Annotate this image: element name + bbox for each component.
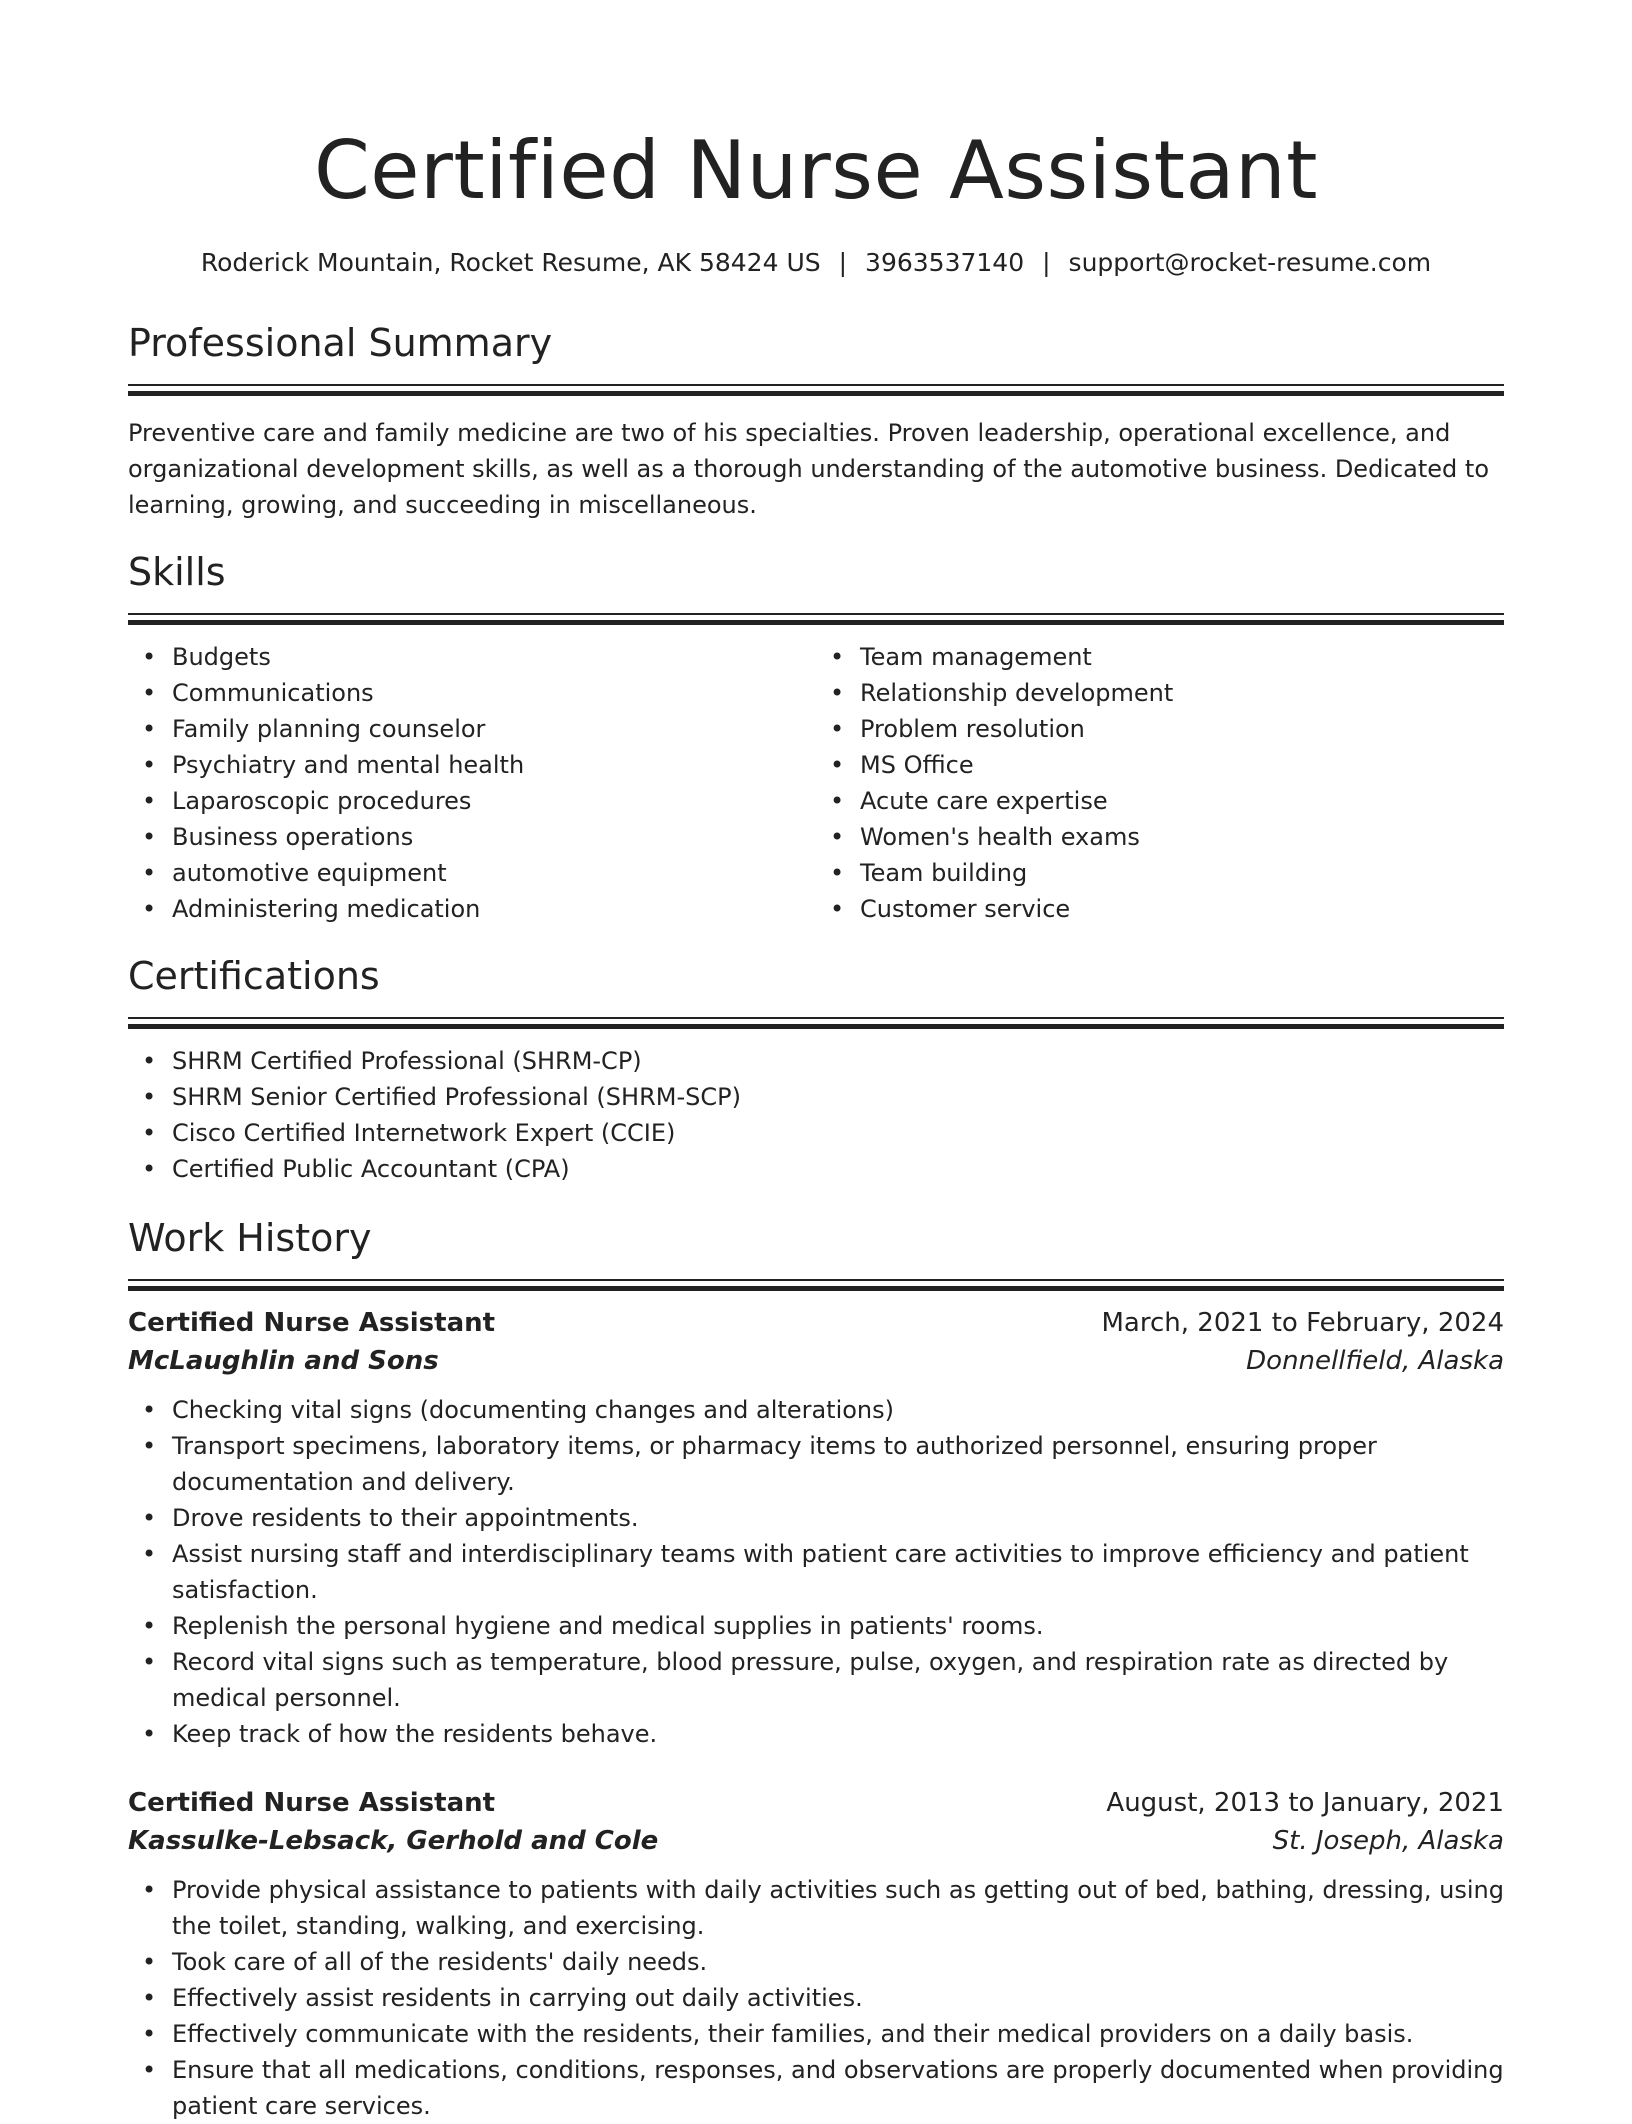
skill-item: • Team building xyxy=(860,855,1504,891)
skill-item: • Problem resolution xyxy=(860,711,1504,747)
skill-item: • Acute care expertise xyxy=(860,783,1504,819)
skill-item: • MS Office xyxy=(860,747,1504,783)
skill-item: • automotive equipment xyxy=(172,855,816,891)
contact-email[interactable]: support@rocket-resume.com xyxy=(1068,248,1432,277)
summary-text: Preventive care and family medicine are two of his specialties. Proven leadership, operational excellence, and organizational development skills, as well as a thorough understanding of the automotive business. Dedicated to learning, growing, and succeeding in miscellaneous. xyxy=(128,419,1490,519)
job-header xyxy=(128,1784,1504,1822)
job-bullet: • Effectively communicate with the residents, their families, and their medical providers on a daily basis. xyxy=(172,2016,1504,2052)
job-bullet: • Effectively assist residents in carrying out daily activities. xyxy=(172,1980,1504,2016)
resume-name: Certified Nurse Assistant xyxy=(313,124,1319,217)
job-entry xyxy=(128,1304,1504,1752)
job-location: St. Joseph, Alaska xyxy=(1272,1826,1504,1856)
job-title: Certified Nurse Assistant xyxy=(128,1308,496,1338)
job-dates: March, 2021 to February, 2024 xyxy=(1101,1308,1504,1338)
certifications-section xyxy=(128,951,1504,1187)
section-divider xyxy=(128,384,1504,395)
job-bullet: • Replenish the personal hygiene and medical supplies in patients' rooms. xyxy=(172,1608,1504,1644)
skills-list-right xyxy=(816,639,1504,927)
contact-phone: 3963537140 xyxy=(865,248,1025,277)
section-title-skills: Skills xyxy=(128,550,226,594)
job-title: Certified Nurse Assistant xyxy=(128,1788,496,1818)
job-bullet: • Transport specimens, laboratory items, or pharmacy items to authorized personnel, ensuring proper documentation and delivery. xyxy=(172,1428,1504,1500)
job-subheader xyxy=(128,1342,1504,1380)
section-title-certifications: Certifications xyxy=(128,954,380,998)
skill-item: • Family planning counselor xyxy=(172,711,816,747)
skill-item: • Laparoscopic procedures xyxy=(172,783,816,819)
job-company: Kassulke-Lebsack, Gerhold and Cole xyxy=(128,1826,659,1856)
contact-address: Roderick Mountain, Rocket Resume, AK 58424 US xyxy=(200,248,821,277)
certification-item: • Cisco Certified Internetwork Expert (CCIE) xyxy=(172,1115,1504,1151)
skill-item: • Women's health exams xyxy=(860,819,1504,855)
skills-columns xyxy=(128,639,1504,927)
section-divider xyxy=(128,1017,1504,1028)
work-history-section xyxy=(128,1213,1504,2124)
skills-list-left xyxy=(128,639,816,927)
summary-section xyxy=(128,318,1504,523)
skill-item: • Psychiatry and mental health xyxy=(172,747,816,783)
certification-item: • SHRM Senior Certified Professional (SHRM-SCP) xyxy=(172,1079,1504,1115)
skill-item: • Customer service xyxy=(860,891,1504,927)
section-divider xyxy=(128,1279,1504,1290)
job-bullet: • Keep track of how the residents behave. xyxy=(172,1716,1504,1752)
job-bullet: • Provide physical assistance to patients with daily activities such as getting out of bed, bathing, dressing, using the toilet, standing, walking, and exercising. xyxy=(172,1872,1504,1944)
skill-item: • Administering medication xyxy=(172,891,816,927)
certification-item: • SHRM Certified Professional (SHRM-CP) xyxy=(172,1043,1504,1079)
job-subheader xyxy=(128,1822,1504,1860)
job-location: Donnellfield, Alaska xyxy=(1246,1346,1504,1376)
job-dates: August, 2013 to January, 2021 xyxy=(1106,1788,1504,1818)
certification-item: • Certified Public Accountant (CPA) xyxy=(172,1151,1504,1187)
section-title-work-history: Work History xyxy=(128,1216,372,1260)
contact-line xyxy=(128,246,1504,280)
skill-item: • Business operations xyxy=(172,819,816,855)
skill-item: • Communications xyxy=(172,675,816,711)
section-title-summary: Professional Summary xyxy=(128,321,553,365)
skill-item: • Team management xyxy=(860,639,1504,675)
job-bullet-list xyxy=(128,1872,1504,2124)
job-bullet: • Checking vital signs (documenting changes and alterations) xyxy=(172,1392,1504,1428)
skill-item: • Relationship development xyxy=(860,675,1504,711)
job-bullet-list xyxy=(128,1392,1504,1752)
job-bullet: • Took care of all of the residents' daily needs. xyxy=(172,1944,1504,1980)
skill-item: • Budgets xyxy=(172,639,816,675)
job-bullet: • Assist nursing staff and interdisciplinary teams with patient care activities to improve efficiency and patient satisfaction. xyxy=(172,1536,1504,1608)
job-company: McLaughlin and Sons xyxy=(128,1346,439,1376)
job-header xyxy=(128,1304,1504,1342)
certifications-list xyxy=(128,1043,1504,1187)
job-bullet: • Drove residents to their appointments. xyxy=(172,1500,1504,1536)
job-bullet: • Record vital signs such as temperature, blood pressure, pulse, oxygen, and respiration rate as directed by medical personnel. xyxy=(172,1644,1504,1716)
skills-section xyxy=(128,547,1504,927)
section-divider xyxy=(128,613,1504,624)
job-bullet: • Ensure that all medications, conditions, responses, and observations are properly documented when providing patient care services. xyxy=(172,2052,1504,2124)
contact-separator: | xyxy=(1042,248,1051,277)
job-entry xyxy=(128,1784,1504,2124)
contact-separator: | xyxy=(838,248,848,277)
